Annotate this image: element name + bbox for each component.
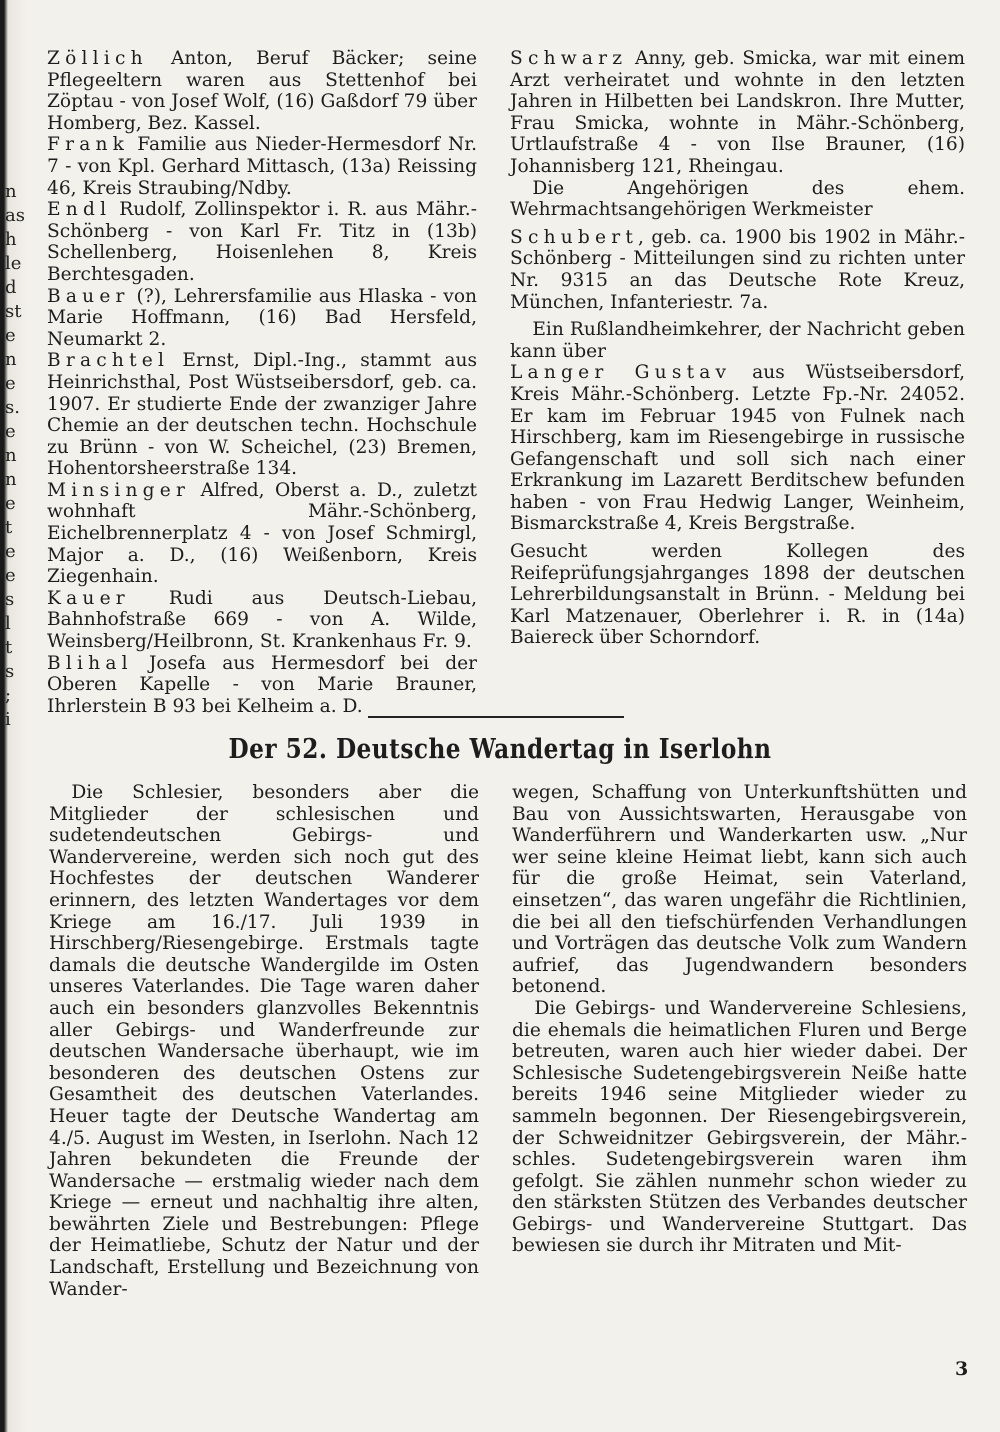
notice-text: Josefa aus Hermesdorf bei der Oberen Kapelle - von Marie Brauner, Ihrlerstein B 93 bei Kelheim a. D. [47,652,477,717]
surname: Langer Gustav [510,362,732,384]
fragment: t [5,637,13,658]
fragment: e [5,493,16,514]
fragment: l [5,613,11,634]
search-notice [47,653,477,718]
notice-text: , geb. ca. 1900 bis 1902 in Mähr.-Schönberg - Mitteilungen sind zu richten unter Nr. 9315 an das Deutsche Rote Kreuz, München, Infanteriestr. 7a. [510,226,965,313]
search-notice [47,286,477,351]
surname: Schwarz [510,48,628,69]
surname: Brachtel [47,350,170,372]
notice-text: aus Wüstseibersdorf, Kreis Mähr.-Schönberg. Letzte Fp.-Nr. 24052. Er kam im Februar 1945 von Fulnek nach Hirschberg, kam im Riesengebirge in russische Gefangenschaft und soll sich nach einer Erkrankung im Lazarett Berditschew befunden haben - von Frau Hedwig Langer, Weinheim, Bismarckstraße 4, Kreis Bergstraße. [510,362,966,535]
surname: Minsinger [47,479,191,501]
notice-text: Familie aus Nieder-Hermesdorf Nr. 7 - von Kpl. Gerhard Mittasch, (13a) Reissing 46, Kreis Straubing/Ndby. [47,134,477,199]
article-paragraph: Die Schlesier, besonders aber die Mitglieder der schlesischen und sudetendeutschen Gebirgs- und Wandervereine, werden sich noch gut des Hochfestes der deutschen Wanderer erinnern, des letzten Wandertages vor dem Kriege am 16./17. Juli 1939 in Hirschberg/Riesengebirge. Erstmals tagte damals die deutsche Wandergilde im Osten unseres Vaterlandes. Die Tage waren daher auch ein besonders glanzvolles Bekenntnis aller Gebirgs- und Wanderfreunde zur deutschen Wandersache überhaupt, wie im besonderen des deutschen Ostens zur Gesamtheit des deutschen Vaterlandes. Heuer tagte der Deutsche Wandertag am 4./5. August im Westen, in Iserlohn. Nach 12 Jahren bekundeten die Freunde der Wandersache — erstmalig wieder nach dem Kriege — erneut und nachhaltig ihre alten, bewährten Ziele und Bestrebungen: Pflege der Heimatliebe, Schutz der Natur und der Landschaft, Erstellung und Bezeichnung von Wander- [49,782,479,1300]
search-notice [47,480,477,588]
fragment: t [5,517,13,538]
fragment: d [5,277,17,298]
notice-text: Rudolf, Zollinspektor i. R. aus Mähr.-Schönberg - von Karl Fr. Titz in (13b) Schellenberg, Hoisenlehen 8, Kreis Berchtesgaden. [47,199,477,285]
search-notice [47,199,477,285]
fragment: n [5,349,17,370]
adjacent-page-fragments [5,180,25,732]
fragment: e [5,541,16,562]
notice-text: (?), Lehrersfamilie aus Hlaska - von Marie Hoffmann, (16) Bad Hersfeld, Neumarkt 2. [47,285,477,350]
page-number: 3 [955,1358,969,1380]
surname: Schubert [510,226,639,248]
fragment: n [5,181,17,202]
fragment: ; [5,685,12,706]
search-notice [47,350,477,480]
wehrmacht-intro: Die Angehörigen des ehem. Wehrmachtsangehörigen Werkmeister [510,177,965,221]
binding-edge [0,0,28,1432]
fragment: n [5,445,17,466]
article-title: Der 52. Deutsche Wandertag in Iserlohn [228,734,772,765]
fragment: as [5,205,25,226]
article-right-column [512,782,967,1257]
article-paragraph: Die Gebirgs- und Wandervereine Schlesiens, die ehemals die heimatlichen Fluren und Berge betreuten, waren auch hier wieder dabei. Der Schlesische Sudetengebirgsverein Neiße hatte bereits 1946 seine Mitglieder wieder zu sammeln begonnen. Der Riesengebirgsverein, der Schweidnitzer Gebirgsverein, der Mähr.-schles. Sudetengebirgsverein waren ihm gefolgt. Sie zählen nunmehr schon wieder zu den stärksten Stützen des Verbandes deutscher Gebirgs- und Wandervereine Stuttgart. Das bewiesen sie durch ihr Mitraten und Mit- [512,997,967,1257]
notice-text: Anny, geb. Smicka, war mit einem Arzt verheiratet und wohnte in den letzten Jahren in Hilbetten bei Landskron. Ihre Mutter, Frau Smicka, wohnte in Mähr.-Schönberg, Urtlaufstraße 4 - von Ilse Brauner, (16) Johannisberg 121, Rheingau. [510,48,965,177]
surname: Frank [47,134,130,156]
fragment: s [5,589,15,610]
fragment: e [5,325,16,346]
fragment: h [5,229,17,250]
fragment: e [5,421,16,442]
fragment: e [5,373,16,394]
search-notice-langer [510,362,965,535]
search-notice-schwarz [510,48,965,178]
fragment: le [5,253,22,274]
search-notice [47,588,477,653]
fragment: n [5,469,17,490]
search-notice [47,48,477,134]
notice-text: Alfred, Oberst a. D., zuletzt wohnhaft Mähr.-Schönberg, Eichelbrennerplatz 4 - von Josef Schmirgl, Major a. D., (16) Weißenborn, Kreis Ziegenhain. [47,479,477,588]
fragment: e [5,565,16,586]
search-notice-kollegen: Gesucht werden Kollegen des Reifeprüfungsjahrganges 1898 der deutschen Lehrerbildungsanstalt in Brünn. - Meldung bei Karl Matzenauer, Oberlehrer i. R. in (14a) Baiereck über Schorndorf. [510,541,965,649]
fragment: s [5,661,15,682]
surname: Bauer [47,285,130,307]
search-notices-left-column [47,48,477,717]
fragment: st [5,301,22,322]
surname: Kauer [47,587,130,609]
surname: Blihal [47,652,133,674]
article-left-column [49,782,479,1300]
notice-text: Rudi aus Deutsch-Liebau, Bahnhofstraße 669 - von A. Wilde, Weinsberg/Heilbronn, St. Krankenhaus Fr. 9. [47,587,477,653]
search-notice-schubert [510,227,965,313]
section-divider [368,716,624,718]
search-notices-right-column [510,48,965,649]
notice-text: Anton, Beruf Bäcker; seine Pflegeeltern waren aus Stettenhof bei Zöptau - von Josef Wolf, (16) Gaßdorf 79 über Homberg, Bez. Kassel. [47,48,477,134]
surname: Endl [47,199,112,221]
fragment: i [5,709,11,730]
notice-text: Ernst, Dipl.-Ing., stammt aus Heinrichsthal, Post Wüstseibersdorf, geb. ca. 1907. Er studierte Ende der zwanziger Jahre Chemie an der deutschen techn. Hochschule zu Brünn - von W. Scheichel, (23) Bremen, Hohentorsheerstraße 134. [47,350,477,480]
surname: Zöllich [47,48,148,69]
article-paragraph: wegen, Schaffung von Unterkunftshütten und Bau von Aussichtswarten, Herausgabe von Wanderführern und Wanderkarten usw. „Nur wer seine kleine Heimat liebt, kann sich auch für die große Heimat, sein Vaterland, einsetzen“, das waren ungefähr die Richtlinien, die bei all den tiefschürfenden Verhandlungen und Vorträgen das deutsche Volk zum Wandern aufrief, das Jugendwandern besonders betonend. [512,782,967,998]
search-notice [47,134,477,199]
fragment: s. [5,397,20,418]
heimkehrer-intro: Ein Rußlandheimkehrer, der Nachricht geben kann über [510,319,965,362]
